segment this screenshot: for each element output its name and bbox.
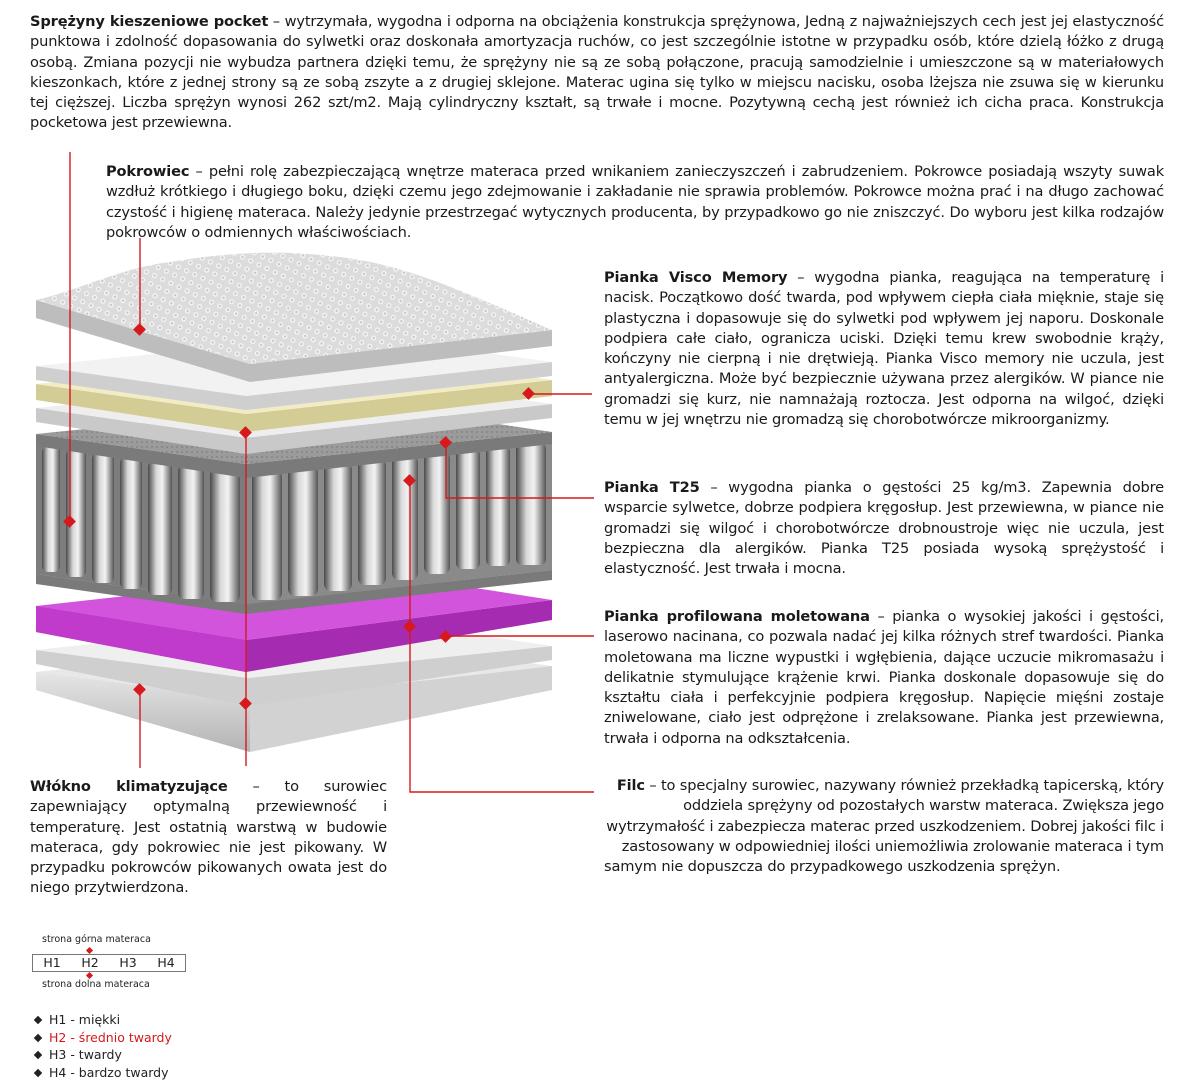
cover-title: Pokrowiec — [106, 163, 189, 180]
cover-body: pełni rolę zabezpieczającą wnętrze materaca przed wnikaniem zanieczyszczeń i zabrudzeniem. Pokrowce posiadają wszyty suwak wzdłuż krótkiego i długiego boku, dzięki czemu jego zdejmowanie i zakładanie nie sprawia problemów. Pokrowce można prać i na długo zachować czystość i higienę materaca. Należy jedynie przestrzegać wytycznych producenta, by przypadkowo go nie zniszczyć. Do wyboru jest kilka rodzajów pokrowców o odmiennych właściwościach. — [106, 163, 1164, 241]
visco-description: Pianka Visco Memory – wygodna pianka, reagująca na temperaturę i nacisk. Początkowo dość twarda, pod wpływem ciepła ciała mięknie, staje się plastyczna i dopasowuje się do sylwetki pod wpływem jej naporu. Doskonale podpiera całe ciało, ogranicza uciski. Dzięki temu krew swobodnie krąży, kończyny nie cierpną i nie drętwieją. Pianka Visco memory nie uczula, jest antyalergiczna. Może być bezpiecznie używana przez alergików. W piance nie gromadzi się kurz, nie namnażają roztocza. Jest odporna na wilgoć, dzięki temu w jej wnętrzu nie gromadzą się chorobotwórcze mikroorganizmy. — [604, 268, 1164, 430]
fiber-body: to surowiec zapewniający optymalną przewiewność i temperaturę. Jest ostatnią warstwą w budowie materaca, gdy pokrowiec nie jest pikowany. W przypadku pokrowców pikowanych owata jest do niego przytwierdzona. — [30, 778, 387, 896]
felt-description: Filc – to specjalny surowiec, nazywany również przekładką tapicerską, który oddziela sprężyny od pozostałych warstw materaca. Zwiększa jego wytrzymałość i zabezpiecza materac przed uszkodzeniem. Dobrej jakości filc i zastosowany w odpowiedniej ilości uniemożliwia zrolowanie materaca i tym samym nie dopuszcza do przypadkowego uszkodzenia sprężyn. — [604, 776, 1164, 877]
felt-title: Filc — [617, 777, 645, 794]
hardness-item-h4: H4 - bardzo twardy — [34, 1064, 172, 1081]
hardness-item-h3: H3 - twardy — [34, 1046, 172, 1064]
scale-cell-h4: H4 — [147, 955, 185, 971]
hardness-scale — [32, 954, 186, 972]
scale-cell-h3: H3 — [109, 955, 147, 971]
diamond-icon — [34, 1051, 42, 1059]
scale-cell-h1: H1 — [33, 955, 71, 971]
fiber-title: Włókno klimatyzujące — [30, 778, 228, 795]
legend-top-label: strona górna materaca — [42, 934, 151, 945]
springs-description: Sprężyny kieszeniowe pocket – wytrzymała, wygodna i odporna na obciążenia konstrukcja sprężynowa, Jedną z najważniejszych cech jest jej elastyczność punktowa i zdolność dopasowania do sylwetki oraz doskonała amortyzacja ruchów, co jest szczególnie istotne w przypadku osób, które dzielą łóżko z drugą osobą. Zmiana pozycji nie wybudza partnera dzięki temu, że sprężyny nie są ze sobą połączone, pracują samodzielnie i umieszczone są w materiałowych kieszonkach, które z jednej strony są ze sobą zszyte a z drugiej sklejone. Materac ugina się tylko w miejscu nacisku, osoba lżejsza nie zsuwa się w kierunku tej cięższej. Liczba sprężyn wynosi 262 szt/m2. Mają cylindryczny kształt, są trwałe i mocne. Pozytywną cechą jest również ich cicha praca. Konstrukcja pocketowa jest przewiewna. — [30, 12, 1164, 134]
fiber-description: Włókno klimatyzujące – to surowiec zapewniający optymalną przewiewność i temperaturę. Jest ostatnią warstwą w budowie materaca, gdy pokrowiec nie jest pikowany. W przypadku pokrowców pikowanych owata jest do niego przytwierdzona. — [30, 777, 387, 899]
hardness-list — [34, 1011, 172, 1081]
profile-body: pianka o wysokiej jakości i gęstości, laserowo nacinana, co pozwala nadać jej kilka różnych stref twardości. Pianka moletowana ma liczne wypustki i wgłębienia, dające uczucie mikromasażu i delikatnie stymulujące krążenie krwi. Pianka doskonale dopasowuje się do kształtu ciała i perfekcyjnie podpiera kręgosłup. Napięcie mięśni zostaje zniwelowane, ciało jest odprężone i zrelaksowane. Pianka jest przewiewna, trwała i odporna na odkształcenia. — [604, 608, 1164, 747]
hardness-item-h2: H2 - średnio twardy — [34, 1029, 172, 1047]
felt-body: to specjalny surowiec, nazywany również przekładką tapicerską, który oddziela sprężyny od pozostałych warstw materaca. Zwiększa jego wytrzymałość i zabezpiecza materac przed uszkodzeniem. Dobrej jakości filc i zastosowany w odpowiedniej ilości uniemożliwia zrolowanie materaca i tym samym nie dopuszcza do przypadkowego uszkodzenia sprężyn. — [604, 777, 1164, 875]
visco-body: wygodna pianka, reagująca na temperaturę i nacisk. Początkowo dość twarda, pod wpływem ciepła ciała mięknie, staje się plastyczna i dopasowuje się do sylwetki pod wpływem jej naporu. Doskonale podpiera całe ciało, ogranicza uciski. Dzięki temu krew swobodnie krąży, kończyny nie cierpną i nie drętwieją. Pianka Visco memory nie uczula, jest antyalergiczna. Może być bezpiecznie używana przez alergików. W piance nie gromadzi się kurz, nie namnażają roztocza. Jest odporna na wilgoć, dzięki temu w jej wnętrzu nie gromadzą się chorobotwórcze mikroorganizmy. — [604, 269, 1164, 428]
cover-description: Pokrowiec – pełni rolę zabezpieczającą wnętrze materaca przed wnikaniem zanieczyszczeń i zabrudzeniem. Pokrowce posiadają wszyty suwak wzdłuż krótkiego i długiego boku, dzięki czemu jego zdejmowanie i zakładanie nie sprawia problemów. Pokrowce można prać i na długo zachować czystość i higienę materaca. Należy jedynie przestrzegać wytycznych producenta, by przypadkowo go nie zniszczyć. Do wyboru jest kilka rodzajów pokrowców o odmiennych właściwościach. — [106, 162, 1164, 243]
hardness-item-h1: H1 - miękki — [34, 1011, 172, 1029]
visco-title: Pianka Visco Memory — [604, 269, 787, 286]
t25-title: Pianka T25 — [604, 479, 700, 496]
diamond-icon — [34, 1033, 42, 1041]
diamond-icon — [34, 1016, 42, 1024]
diamond-icon — [34, 1068, 42, 1076]
scale-cell-h2: H2 — [71, 955, 109, 971]
t25-body: wygodna pianka o gęstości 25 kg/m3. Zapewnia dobre wsparcie sylwetce, dobrze podpiera kręgosłup. Jest przewiewna, w piance nie gromadzi się wilgoć i chorobotwórcze drobnoustroje więc nie uczula, jest bezpieczna dla alergików. Pianka T25 posiada wysoką sprężystość i elastyczność. Jest trwała i mocna. — [604, 479, 1164, 577]
springs-title: Sprężyny kieszeniowe pocket — [30, 13, 268, 30]
springs-body: wytrzymała, wygodna i odporna na obciążenia konstrukcja sprężynowa, Jedną z najważniejszych cech jest jej elastyczność punktowa i zdolność dopasowania do sylwetki oraz doskonała amortyzacja ruchów, co jest szczególnie istotne w przypadku osób, które dzielą łóżko z drugą osobą. Zmiana pozycji nie wybudza partnera dzięki temu, że sprężyny nie są ze sobą połączone, pracują samodzielnie i umieszczone są w materiałowych kieszonkach, które z jednej strony są ze sobą zszyte a z drugiej sklejone. Materac ugina się tylko w miejscu nacisku, osoba lżejsza nie zsuwa się w kierunku tej cięższej. Liczba sprężyn wynosi 262 szt/m2. Mają cylindryczny kształt, są trwałe i mocne. Pozytywną cechą jest również ich cicha praca. Konstrukcja pocketowa jest przewiewna. — [30, 13, 1164, 131]
profile-description: Pianka profilowana moletowana – pianka o wysokiej jakości i gęstości, laserowo nacinana, co pozwala nadać jej kilka różnych stref twardości. Pianka moletowana ma liczne wypustki i wgłębienia, dające uczucie mikromasażu i delikatnie stymulujące krążenie krwi. Pianka doskonale dopasowuje się do kształtu ciała i perfekcyjnie podpiera kręgosłup. Napięcie mięśni zostaje zniwelowane, ciało jest odprężone i zrelaksowane. Pianka jest przewiewna, trwała i odporna na odkształcenia. — [604, 607, 1164, 749]
t25-description: Pianka T25 – wygodna pianka o gęstości 25 kg/m3. Zapewnia dobre wsparcie sylwetce, dobrze podpiera kręgosłup. Jest przewiewna, w piance nie gromadzi się wilgoć i chorobotwórcze drobnoustroje więc nie uczula, jest bezpieczna dla alergików. Pianka T25 posiada wysoką sprężystość i elastyczność. Jest trwała i mocna. — [604, 478, 1164, 579]
profile-title: Pianka profilowana moletowana — [604, 608, 870, 625]
legend-bottom-label: strona dolna materaca — [42, 979, 150, 990]
